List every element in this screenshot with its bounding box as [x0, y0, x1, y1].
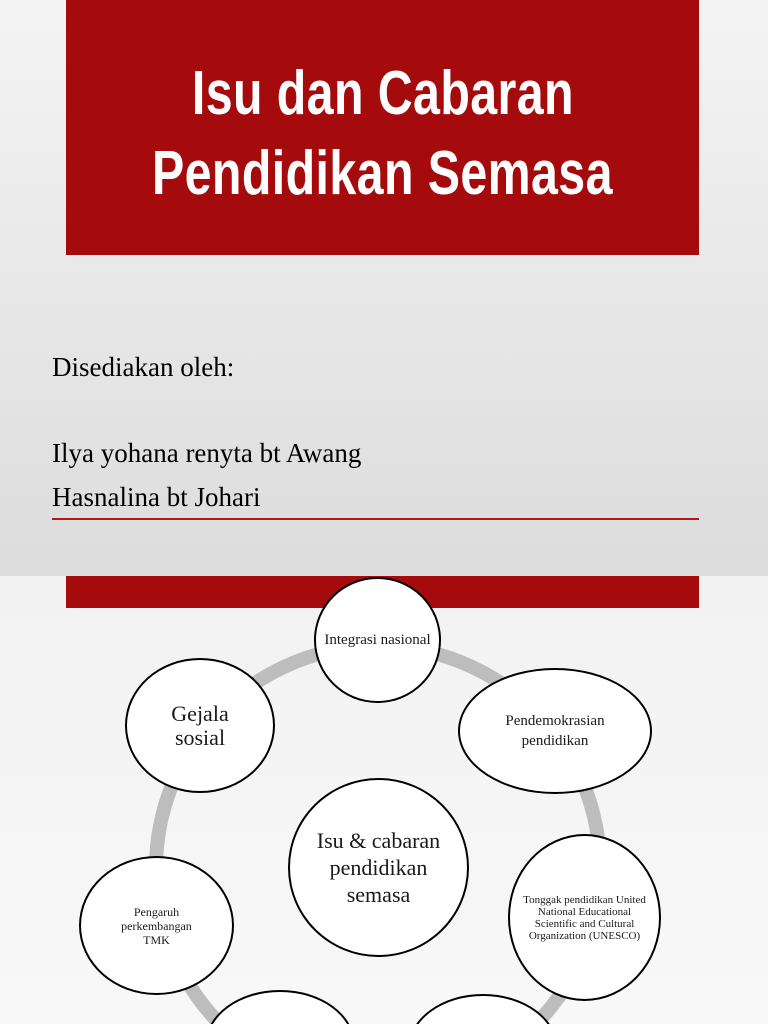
node-pendemokrasian [458, 668, 652, 794]
node-tonggak-label: Tonggak pendidikan United National Educational Scientific and Cultural Organization (UNESCO) [523, 893, 646, 942]
prepared-by-label: Disediakan oleh: [52, 352, 235, 382]
title-line-2: Pendidikan Semasa [152, 138, 613, 208]
title-line-1: Isu dan Cabaran [191, 58, 574, 128]
node-integrasi-label: Integrasi nasional [324, 632, 431, 648]
node-pendemokrasian-label: Pendemokrasian pendidikan [505, 713, 605, 749]
node-pengaruh-label: Pengaruh perkembangan TMK [121, 904, 192, 947]
node-pengaruh-tmk [79, 856, 234, 995]
author-name-1: Ilya yohana renyta bt Awang [52, 438, 362, 468]
node-center-label: Isu & cabaran pendidikan semasa [316, 828, 441, 907]
node-gejala-label: Gejala sosial [171, 700, 229, 750]
node-center-topic [288, 778, 469, 957]
divider-line [52, 518, 699, 520]
node-gejala-sosial [125, 658, 275, 793]
diagram-slide [0, 576, 768, 1024]
author-name-2: Hasnalina bt Johari [52, 482, 261, 512]
node-tonggak-unesco [508, 834, 661, 1001]
title-banner [66, 0, 699, 255]
node-integrasi-nasional [314, 577, 441, 703]
